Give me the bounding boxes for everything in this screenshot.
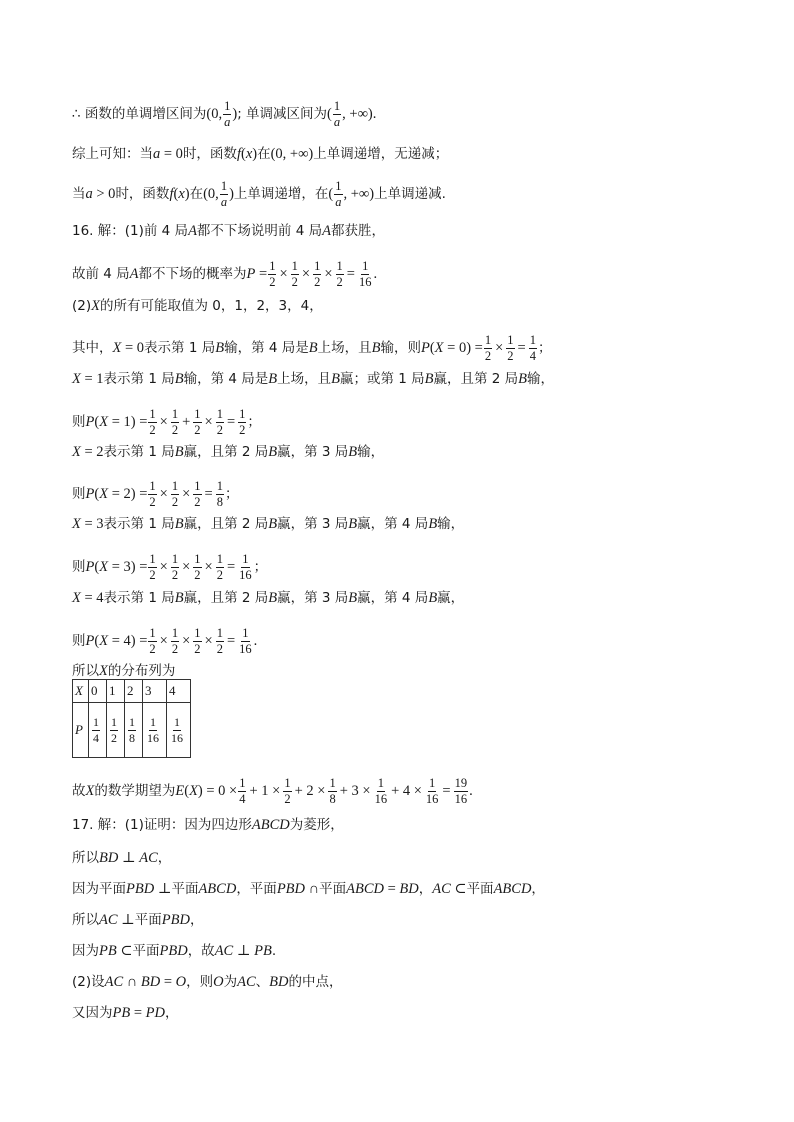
monotonic-intervals-line: ∴ 函数的单调增区间为 (0, $\frac{1}{a}$ ) ; 单调减区间为 ( $\frac{1}{a}$ , +∞).: [72, 99, 377, 130]
q17-line-1: 17. 解：(1)证明：因为四边形 ABCD 为菱形，: [72, 816, 344, 833]
q16-part2-line: (2) X 的所有可能取值为 0，1，2，3，4，: [72, 297, 323, 314]
table-row: [73, 680, 191, 703]
q17-line-2: 所以 BD ⊥ AC ，: [72, 849, 172, 866]
table-cell: $\frac{1}{16}$: [142, 703, 166, 758]
fraction-1-over-a: $\frac{1}{a}$: [333, 99, 341, 130]
q17-line-7: 又因为 PB = PD ，: [72, 1004, 179, 1021]
table-cell: $\frac{1}{2}$: [106, 703, 124, 758]
table-cell: $\frac{1}{16}$: [166, 703, 190, 758]
table-cell: 3: [142, 680, 166, 703]
q16-expectation-line: 故 X 的数学期望为 E(X) = 0 × $\frac{1}{4}$ + 1 × $\frac{1}{2}$ + 2 × $\frac{1}{8}$ + 3 × $\frac{1}{16}$ + 4 × $\frac{1}{16}$ = $\frac{19}{16}$ .: [72, 776, 473, 807]
q16-dist-heading: 所以 X 的分布列为: [72, 662, 176, 679]
q16-x3-line: X = 3 表示第 1 局 B 赢，且第 2 局 B 赢，第 3 局 B 赢，第 4 局 B 输，: [72, 515, 465, 532]
q16-x3-prob-line: 则 P(X = 3) = $\frac{1}{2}$ × $\frac{1}{2}$ × $\frac{1}{2}$ × $\frac{1}{2}$ = $\frac{1}{16}$ ；: [72, 552, 268, 583]
table-cell: $\frac{1}{8}$: [124, 703, 142, 758]
summary-line-2: 当 a > 0 时，函数 f(x) 在 (0, $\frac{1}{a}$ ) 上单调递增，在 ( $\frac{1}{a}$ , +∞) 上单调递减.: [72, 179, 446, 210]
q16-x0-line: 其中， X = 0 表示第 1 局 B 输，第 4 局是 B 上场，且 B 输，则 P(X = 0) = $\frac{1}{2}$ × $\frac{1}{2}$ = $\frac{1}{4}$ ；: [72, 333, 552, 364]
table-header-x: X: [73, 680, 89, 703]
q17-line-4: 所以 AC ⊥ 平面 PBD ，: [72, 911, 204, 928]
q17-line-3: 因为平面 PBD ⊥ 平面 ABCD ，平面 PBD ∩ 平面 ABCD = BD ， AC ⊂ 平面 ABCD ，: [72, 880, 545, 897]
q16-prob-line: 故前 4 局 A 都不下场的概率为 P = $\frac{1}{2}$ × $\frac{1}{2}$ × $\frac{1}{2}$ × $\frac{1}{2}$ = $\frac{1}{16}$ .: [72, 259, 378, 290]
q16-x2-line: X = 2 表示第 1 局 B 赢，且第 2 局 B 赢，第 3 局 B 输，: [72, 443, 385, 460]
q17-line-5: 因为 PB ⊂ 平面 PBD ，故 AC ⊥ PB .: [72, 942, 277, 959]
table-header-p: P: [73, 703, 89, 758]
table-row: [73, 703, 191, 758]
fraction-1-over-a: $\frac{1}{a}$: [224, 99, 231, 130]
table-cell: $\frac{1}{4}$: [88, 703, 106, 758]
table-cell: 0: [88, 680, 106, 703]
table-cell: 4: [166, 680, 190, 703]
table-cell: 1: [106, 680, 124, 703]
q16-x4-prob-line: 则 P(X = 4) = $\frac{1}{2}$ × $\frac{1}{2}$ × $\frac{1}{2}$ × $\frac{1}{2}$ = $\frac{1}{16}$ .: [72, 626, 258, 657]
q16-part1-line: 16. 解：(1)前 4 局 A 都不下场说明前 4 局 A 都获胜，: [72, 222, 385, 239]
table-cell: 2: [124, 680, 142, 703]
q16-x2-prob-line: 则 P(X = 2) = $\frac{1}{2}$ × $\frac{1}{2}$ × $\frac{1}{2}$ = $\frac{1}{8}$ ；: [72, 479, 239, 510]
q17-line-6: (2)设 AC ∩ BD = O ，则 O 为 AC 、 BD 的中点，: [72, 973, 343, 990]
q16-x1-line: X = 1 表示第 1 局 B 输，第 4 局是 B 上场，且 B 赢；或第 1 局 B 赢，且第 2 局 B 输，: [72, 370, 555, 387]
q16-x1-prob-line: 则 P(X = 1) = $\frac{1}{2}$ × $\frac{1}{2}$ + $\frac{1}{2}$ × $\frac{1}{2}$ = $\frac{1}{2}$ ；: [72, 407, 261, 438]
summary-line-1: 综上可知：当 a = 0 时，函数 f(x) 在 (0, +∞) 上单调递增，无递减；: [72, 145, 449, 162]
distribution-table: [72, 679, 191, 758]
q16-x4-line: X = 4 表示第 1 局 B 赢，且第 2 局 B 赢，第 3 局 B 赢，第 4 局 B 赢，: [72, 589, 465, 606]
